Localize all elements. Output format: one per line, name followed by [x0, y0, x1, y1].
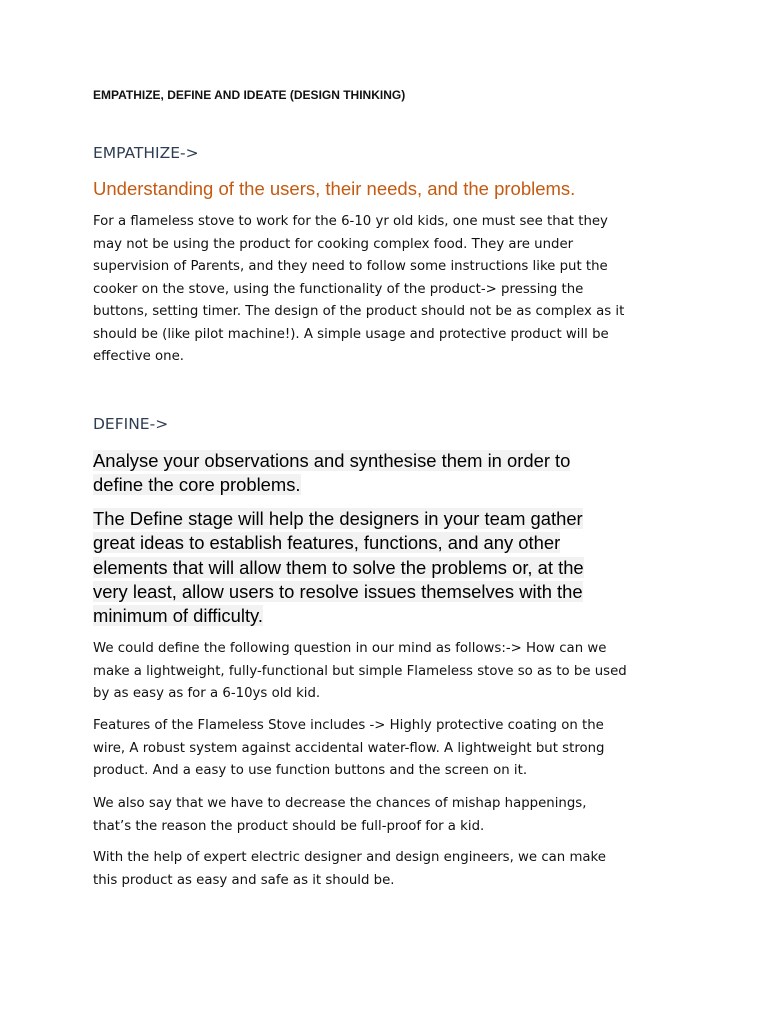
- paragraph-line: by as easy as for a 6-10ys old kid.: [93, 686, 321, 701]
- paragraph-line: For a flameless stove to work for the 6-10 yr old kids, one must see that they: [93, 214, 608, 229]
- paragraph-line: buttons, setting timer. The design of the product should not be as complex as it: [93, 304, 625, 319]
- highlight-line: very least, allow users to resolve issues themselves with the: [93, 580, 583, 602]
- paragraph-line: wire, A robust system against accidental water-flow. A lightweight but strong: [93, 740, 605, 756]
- paragraph-line: this product as easy and safe as it should be.: [93, 872, 395, 888]
- define-features-paragraph: [93, 715, 693, 783]
- highlight-line: Analyse your observations and synthesise them in order to: [93, 450, 571, 471]
- define-highlight-stage: [93, 507, 693, 628]
- paragraph-line: make a lightweight, fully-functional but simple Flameless stove so as to be used: [93, 663, 627, 679]
- paragraph-line: product. And a easy to use function buttons and the screen on it.: [93, 763, 528, 778]
- highlight-line: great ideas to establish features, functions, and any other: [93, 532, 561, 554]
- define-heading: DEFINE->: [93, 415, 169, 433]
- highlight-line: The Define stage will help the designers in your team gather: [93, 508, 583, 529]
- define-question-paragraph: [93, 638, 693, 706]
- define-mishap-paragraph: [93, 793, 693, 838]
- paragraph-line: We could define the following question in our mind as follows:-> How can we: [93, 641, 607, 656]
- paragraph-line: effective one.: [93, 349, 184, 364]
- empathize-paragraph: [93, 211, 693, 369]
- empathize-subheading: Understanding of the users, their needs, and the problems.: [93, 178, 576, 199]
- highlight-line: minimum of difficulty.: [93, 605, 263, 627]
- paragraph-line: Features of the Flameless Stove includes -> Highly protective coating on the: [93, 718, 604, 733]
- paragraph-line: With the help of expert electric designer and design engineers, we can make: [93, 850, 606, 865]
- document-title: EMPATHIZE, DEFINE AND IDEATE (DESIGN THINKING): [93, 88, 406, 102]
- highlight-line: elements that will allow them to solve the problems or, at the: [93, 556, 584, 578]
- paragraph-line: supervision of Parents, and they need to follow some instructions like put the: [93, 259, 608, 274]
- paragraph-line: cooker on the stove, using the functionality of the product-> pressing the: [93, 281, 584, 297]
- empathize-heading: EMPATHIZE->: [93, 144, 199, 162]
- paragraph-line: that’s the reason the product should be full-proof for a kid.: [93, 818, 485, 834]
- paragraph-line: We also say that we have to decrease the chances of mishap happenings,: [93, 796, 587, 811]
- highlight-line: define the core problems.: [93, 474, 301, 496]
- paragraph-line: may not be using the product for cooking complex food. They are under: [93, 236, 574, 252]
- define-highlight-observations: [93, 449, 693, 498]
- paragraph-line: should be (like pilot machine!). A simple usage and protective product will be: [93, 326, 609, 342]
- define-experts-paragraph: [93, 847, 693, 892]
